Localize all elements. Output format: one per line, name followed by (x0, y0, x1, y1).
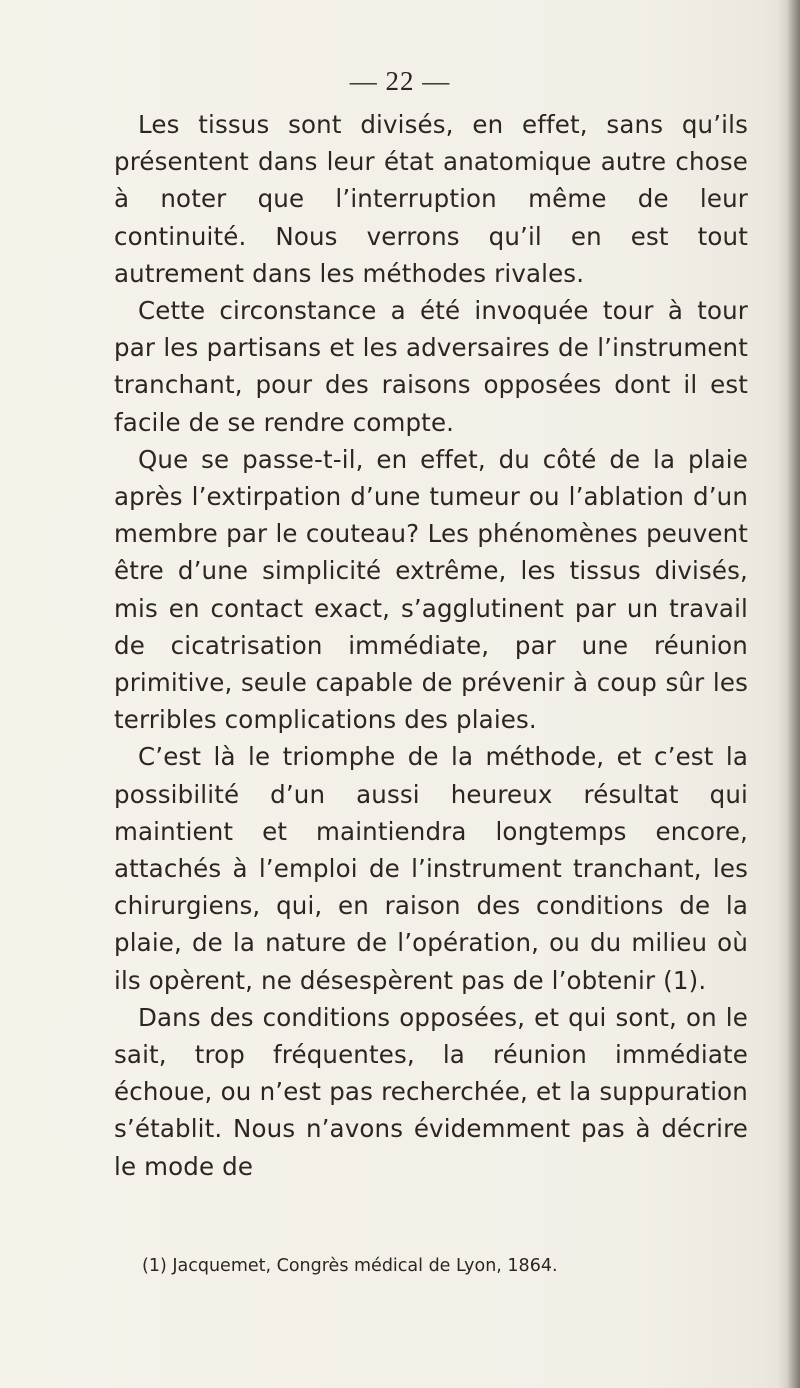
paragraph-5: Dans des conditions opposées, et qui sont, on le sait, trop fréquentes, la réunion immédiate échoue, ou n’est pas recherchée, et la suppuration s’établit. Nous n’avons évidemment pas à décrire le mode de (114, 1002, 748, 1181)
footnote: (1) Jacquemet, Congrès médical de Lyon, 1864. (142, 1256, 558, 1276)
paragraph-3: Que se passe-t-il, en effet, du côté de la plaie après l’extirpation d’une tumeur ou l’ablation d’un membre par le couteau? Les phénomènes peuvent être d’une simplicité extrême, les tissus divisés, mis en contact exact, s’agglutinent par un travail de cicatrisation immédiate, par une réunion primitive, seule capable de prévenir à coup sûr les terribles complications des plaies. (114, 444, 748, 735)
page-edge-shadow (778, 0, 800, 1388)
body-text (114, 106, 748, 1185)
page-number: — 22 — (349, 66, 451, 96)
paragraph-1: Les tissus sont divisés, en effet, sans qu’ils présentent dans leur état anatomique autre chose à noter que l’interruption même de leur continuité. Nous verrons qu’il en est tout autrement dans les méthodes rivales. (114, 110, 748, 288)
paragraph-4: C’est là le triomphe de la méthode, et c’est la possibilité d’un aussi heureux résultat qui maintient et maintiendra longtemps encore, attachés à l’emploi de l’instrument tranchant, les chirurgiens, qui, en raison des conditions de la plaie, de la nature de l’opération, ou du milieu où ils opèrent, ne désespèrent pas de l’obtenir (1). (114, 742, 748, 995)
paragraph-2: Cette circonstance a été invoquée tour à tour par les partisans et les adversaires de l’instrument tranchant, pour des raisons opposées dont il est facile de se rendre compte. (114, 296, 748, 437)
